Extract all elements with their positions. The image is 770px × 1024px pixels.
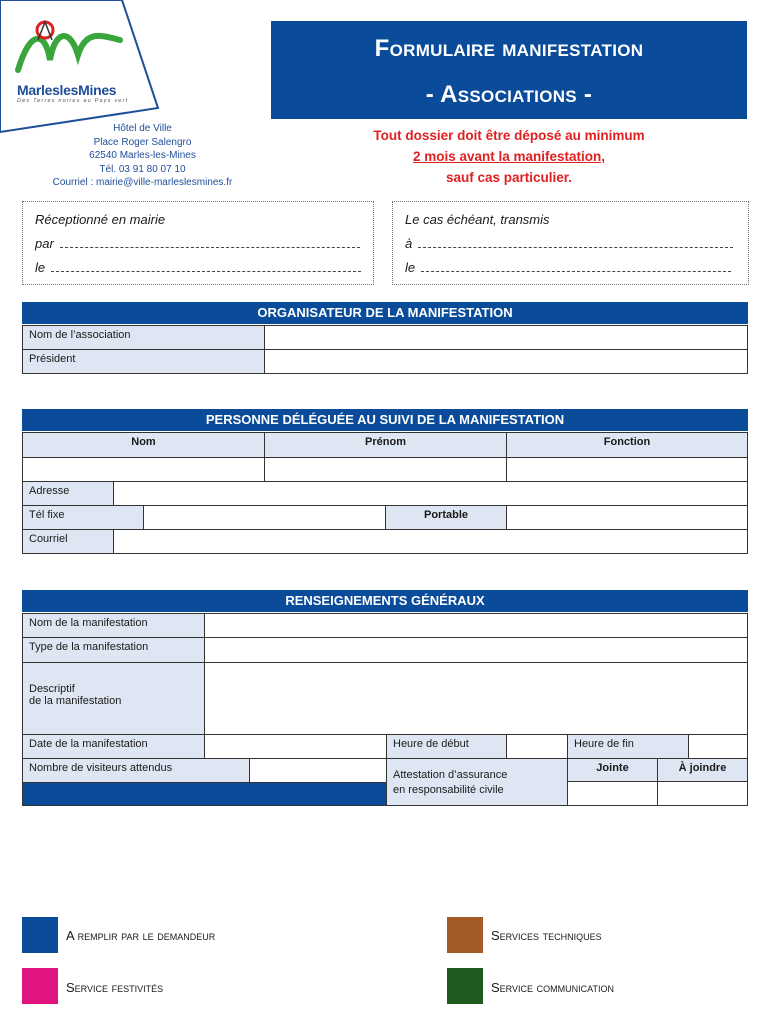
notice-line: Tout dossier doit être déposé au minimum <box>373 128 645 143</box>
event-type-label: Type de la manifestation <box>22 637 205 663</box>
address-line: 62540 Marles-les-Mines <box>89 150 196 161</box>
insurance-attached-header: Jointe <box>567 758 658 782</box>
prenom-field[interactable] <box>264 457 507 482</box>
le-field[interactable] <box>51 270 361 272</box>
deadline-notice <box>271 125 747 188</box>
a-label: à <box>405 236 413 251</box>
end-time-label: Heure de fin <box>567 734 689 759</box>
received-by-row <box>35 236 360 251</box>
notice-line-underlined: 2 mois avant la manifestation, <box>412 149 606 164</box>
tel-fixe-field[interactable] <box>143 505 386 530</box>
le-label: le <box>405 260 416 275</box>
transmitted-to-row <box>405 236 733 251</box>
courriel-label: Courriel <box>22 529 114 554</box>
legend-communication-swatch <box>447 968 483 1004</box>
form-title-banner <box>271 21 747 119</box>
address-line: Tél. 03 91 80 07 10 <box>99 163 186 175</box>
transmitted-label: Le cas échéant, transmis <box>405 212 550 227</box>
insurance-attached-checkbox[interactable] <box>567 781 658 806</box>
description-label-line: de la manifestation <box>29 695 122 707</box>
event-type-field[interactable] <box>204 637 748 663</box>
portable-field[interactable] <box>506 505 748 530</box>
insurance-to-attach-header: À joindre <box>657 758 748 782</box>
town-hall-address <box>20 122 265 190</box>
legend-communication-label: Service communication <box>491 980 614 995</box>
adresse-label: Adresse <box>22 481 114 506</box>
address-line: Place Roger Salengro <box>93 136 192 148</box>
notice-line: sauf cas particulier. <box>445 170 573 185</box>
visitors-field[interactable] <box>249 758 387 783</box>
event-description-label <box>22 662 205 735</box>
section-renseignements-heading: RENSEIGNEMENTS GÉNÉRAUX <box>22 590 748 612</box>
legend-techniques-swatch <box>447 917 483 953</box>
received-label: Réceptionné en mairie <box>35 212 166 227</box>
address-line: Courriel : mairie@ville-marleslesmines.fr <box>52 177 233 188</box>
col-fonction-header: Fonction <box>506 432 748 458</box>
form-subtitle: - Associations - <box>425 81 593 108</box>
nom-field[interactable] <box>22 457 265 482</box>
event-name-field[interactable] <box>204 613 748 638</box>
transmitted-date-row <box>405 260 731 275</box>
logo-name: MarleslesMines <box>17 82 117 98</box>
insurance-to-attach-checkbox[interactable] <box>657 781 748 806</box>
par-label: par <box>35 236 54 251</box>
president-field[interactable] <box>264 349 748 374</box>
section-personne-heading: PERSONNE DÉLÉGUÉE AU SUIVI DE LA MANIFESTATION <box>22 409 748 431</box>
section-organisateur-heading: ORGANISATEUR DE LA MANIFESTATION <box>22 302 748 324</box>
adresse-field[interactable] <box>113 481 748 506</box>
visitors-label: Nombre de visiteurs attendus <box>22 758 250 783</box>
col-prenom-header: Prénom <box>264 432 507 458</box>
logo-graphic <box>0 0 170 135</box>
description-label-line: Descriptif <box>29 683 75 695</box>
portable-label: Portable <box>385 505 507 530</box>
legend-festivites-label: Service festivités <box>66 980 164 995</box>
transmission-box <box>392 201 749 285</box>
le-field[interactable] <box>421 270 731 272</box>
logo <box>0 0 170 135</box>
logo-tagline: Des Terres noires au Pays vert <box>17 98 129 104</box>
par-field[interactable] <box>60 246 360 248</box>
insurance-label <box>386 758 568 806</box>
legend-demandeur-label: A remplir par le demandeur <box>66 928 216 943</box>
reception-box <box>22 201 374 285</box>
le-label: le <box>35 260 46 275</box>
event-description-field[interactable] <box>204 662 748 735</box>
end-time-field[interactable] <box>688 734 748 759</box>
insurance-label-line: en responsabilité civile <box>393 784 504 796</box>
legend-festivites-swatch <box>22 968 58 1004</box>
association-name-field[interactable] <box>264 325 748 350</box>
association-name-label: Nom de l’association <box>22 325 265 350</box>
courriel-field[interactable] <box>113 529 748 554</box>
event-name-label: Nom de la manifestation <box>22 613 205 638</box>
event-date-label: Date de la manifestation <box>22 734 205 759</box>
president-label: Président <box>22 349 265 374</box>
address-line: Hôtel de Ville <box>113 123 172 134</box>
received-date-row <box>35 260 361 275</box>
fonction-field[interactable] <box>506 457 748 482</box>
start-time-field[interactable] <box>506 734 568 759</box>
insurance-label-line: Attestation d’assurance <box>393 769 508 781</box>
blank-blue-cell <box>22 782 387 806</box>
legend-techniques-label: Services techniques <box>491 928 602 943</box>
legend-demandeur-swatch <box>22 917 58 953</box>
form-title: Formulaire manifestation <box>374 35 644 62</box>
event-date-field[interactable] <box>204 734 387 759</box>
col-nom-header: Nom <box>22 432 265 458</box>
tel-fixe-label: Tél fixe <box>22 505 144 530</box>
a-field[interactable] <box>418 246 733 248</box>
start-time-label: Heure de début <box>386 734 507 759</box>
